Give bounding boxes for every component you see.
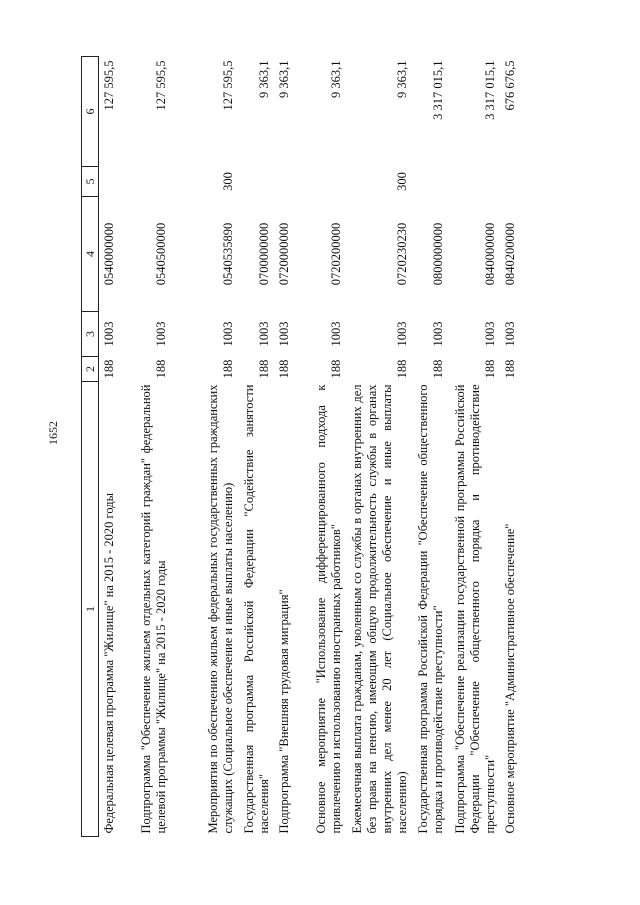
row-description: Подпрограмма "Обеспечение жильем отдельных категорий граждан" федеральной целевой программы "Жилище" на 2015 - 2020 годы xyxy=(139,384,168,834)
row-target-code: 0800000000 xyxy=(431,222,445,286)
row-target-code: 0720230230 xyxy=(395,222,409,286)
row-ministry-code: 188 xyxy=(329,359,343,379)
row-section-code: 1003 xyxy=(503,321,517,347)
header-row xyxy=(82,57,99,837)
row-expense-type xyxy=(238,167,274,197)
row-ministry-code: 188 xyxy=(395,359,409,379)
row-section-code: 1003 xyxy=(102,321,116,347)
row-target-code: 0540500000 xyxy=(154,222,168,286)
row-ministry-code: 188 xyxy=(154,359,168,379)
page-number: 1652 xyxy=(46,421,60,445)
row-section-code: 1003 xyxy=(221,321,235,347)
row-description: Основное мероприятие "Административное обеспечение" xyxy=(503,523,517,834)
row-section-code: 1003 xyxy=(395,321,409,347)
row-expense-type: 300 xyxy=(395,172,409,191)
row-amount: 3 317 015,1 xyxy=(483,60,497,120)
row-description: Подпрограмма "Обеспечение реализации государственной программы Российской Федерации "Обеспечение общественного порядка и противодействие преступности" xyxy=(453,384,497,834)
row-description: Федеральная целевая программа "Жилище" на 2015 - 2020 годы xyxy=(102,492,116,834)
column-header: 4 xyxy=(82,197,99,312)
row-section-code: 1003 xyxy=(431,321,445,347)
row-expense-type xyxy=(448,167,500,197)
row-description: Государственная программа Российской Федерации "Обеспечение общественного порядка и противодействие преступности" xyxy=(416,384,445,834)
table-row xyxy=(294,57,346,837)
row-ministry-code: 188 xyxy=(257,359,271,379)
row-ministry-code: 188 xyxy=(503,359,517,379)
row-expense-type xyxy=(412,167,448,197)
row-amount: 9 363,1 xyxy=(395,60,409,98)
column-header: 6 xyxy=(82,57,99,167)
row-description: Мероприятия по обеспечению жильем федеральных государственных гражданских служащих (Социальное обеспечение и иные выплаты населению) xyxy=(206,384,235,834)
row-description: Основное мероприятие "Использование дифференцированного подхода к привлечению и использованию иностранных работников" xyxy=(314,384,343,834)
table-row xyxy=(412,57,448,837)
row-description: Ежемесячная выплата гражданам, уволенным со службы в органах внутренних дел без права на пенсию, имеющим общую продолжительность службы в органах внутренних дел менее 20 лет (Социальное обеспечение и иные выплаты населению) xyxy=(350,384,409,834)
table-row xyxy=(119,57,171,837)
row-section-code: 1003 xyxy=(277,321,291,347)
row-ministry-code: 188 xyxy=(483,359,497,379)
row-target-code: 0840000000 xyxy=(483,222,497,286)
row-amount: 676 676,5 xyxy=(503,60,517,111)
row-description: Государственная программа Российской Федерации "Содействие занятости населения" xyxy=(242,384,271,834)
row-amount: 127 595,5 xyxy=(221,60,235,111)
row-expense-type xyxy=(274,167,294,197)
row-expense-type xyxy=(119,167,171,197)
row-ministry-code: 188 xyxy=(431,359,445,379)
row-expense-type xyxy=(99,167,120,197)
row-expense-type: 300 xyxy=(221,172,235,191)
row-amount: 9 363,1 xyxy=(257,60,271,98)
row-ministry-code: 188 xyxy=(221,359,235,379)
row-expense-type xyxy=(500,167,520,197)
column-header: 1 xyxy=(82,382,99,837)
budget-table-container xyxy=(81,57,603,837)
row-target-code: 0540000000 xyxy=(102,222,116,286)
row-target-code: 0540535890 xyxy=(221,222,235,286)
row-description: Подпрограмма "Внешняя трудовая миграция" xyxy=(277,589,291,834)
row-section-code: 1003 xyxy=(154,321,168,347)
row-amount: 3 317 015,1 xyxy=(431,60,445,120)
row-expense-type xyxy=(294,167,346,197)
column-header: 3 xyxy=(82,312,99,357)
table-row xyxy=(238,57,274,837)
row-target-code: 0840200000 xyxy=(503,222,517,286)
row-amount: 127 595,5 xyxy=(154,60,168,111)
row-section-code: 1003 xyxy=(329,321,343,347)
row-ministry-code: 188 xyxy=(102,359,116,379)
row-section-code: 1003 xyxy=(483,321,497,347)
table-row xyxy=(274,57,294,837)
row-target-code: 0700000000 xyxy=(257,222,271,286)
row-target-code: 0720000000 xyxy=(277,222,291,286)
row-target-code: 0720200000 xyxy=(329,222,343,286)
table-row xyxy=(448,57,500,837)
table-row xyxy=(171,57,238,837)
table-row xyxy=(346,57,412,837)
row-section-code: 1003 xyxy=(257,321,271,347)
table-row xyxy=(99,57,120,837)
row-amount: 9 363,1 xyxy=(277,60,291,98)
row-ministry-code: 188 xyxy=(277,359,291,379)
column-header: 2 xyxy=(82,357,99,382)
budget-table xyxy=(81,56,520,837)
table-row xyxy=(500,57,520,837)
row-amount: 9 363,1 xyxy=(329,60,343,98)
row-amount: 127 595,5 xyxy=(102,60,116,111)
column-header: 5 xyxy=(82,167,99,197)
